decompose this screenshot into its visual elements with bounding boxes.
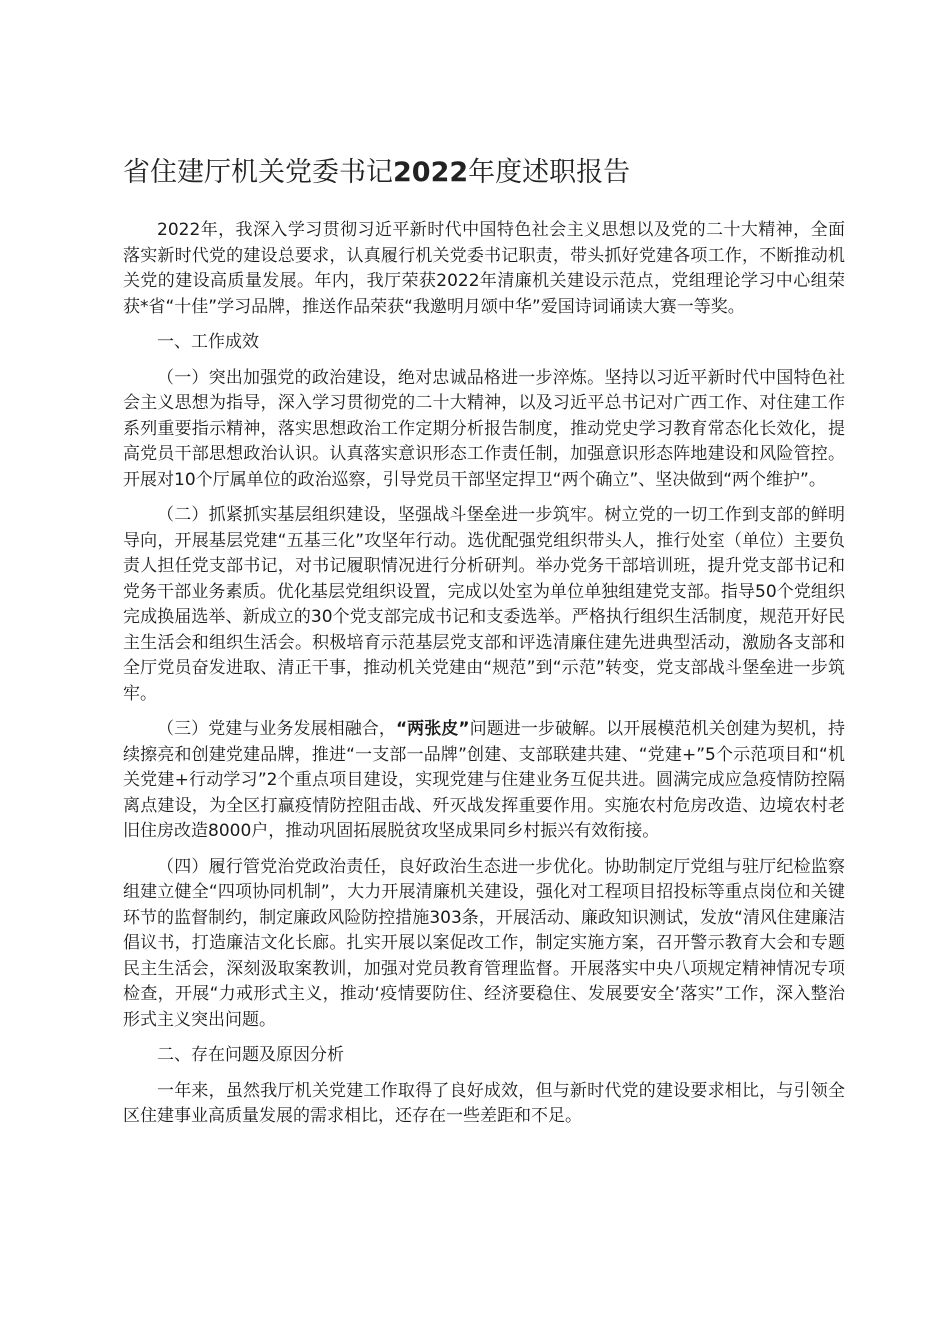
section-heading-problems: 二、存在问题及原因分析 <box>157 1045 344 1065</box>
achievement-item-3 <box>123 717 845 845</box>
document-title <box>123 150 845 196</box>
title-prefix: 省住建厅机关党委书记 <box>123 157 393 188</box>
section-heading-achievements: 一、工作成效 <box>157 332 259 352</box>
achievement-item-1: （一）突出加强党的政治建设，绝对忠诚品格进一步淬炼。坚持以习近平新时代中国特色社会主义思想为指导，深入学习贯彻党的二十大精神，以及习近平总书记对广西工作、对住建工作系列重要指示精神，落实思想政治工作定期分析报告制度，推动党史学习教育常态化长效化，提高党员干部思想政治认识。认真落实意识形态工作责任制，加强意识形态阵地建设和风险管控。开展对10个厅属单位的政治巡察，引导党员干部坚定捍卫“两个确立”、坚决做到“两个维护”。 <box>123 367 845 490</box>
item3-body: 问题进一步破解。以开展模范机关创建为契机，持续擦亮和创建党建品牌，推进“一支部一品牌”创建、支部联建共建、“党建+”5个示范项目和“机关党建+行动学习”2个重点项目建设，实现党建与住建业务互促共进。圆满完成应急疫情防控隔离点建设，为全区打赢疫情防控阻击战、歼灭战发挥重要作用。实施农村危房改造、边境农村老旧住房改造8000户，推动巩固拓展脱贫攻坚成果同乡村振兴有效衔接。 <box>123 719 846 841</box>
item3-emphasis: “两张皮” <box>395 719 470 739</box>
title-suffix: 年度述职报告 <box>468 157 631 188</box>
achievement-item-4: （四）履行管党治党政治责任，良好政治生态进一步优化。协助制定厅党组与驻厅纪检监察组建立健全“四项协同机制”，大力开展清廉机关建设，强化对工程项目招投标等重点岗位和关键环节的监督制约，制定廉政风险防控措施303条，开展活动、廉政知识测试，发放“清风住建廉洁倡议书，打造廉洁文化长廊。扎实开展以案促改工作，制定实施方案，召开警示教育大会和专题民主生活会，深刻汲取案教训，加强对党员教育管理监督。开展落实中央八项规定精神情况专项检查，开展“力戒形式主义，推动‘疫情要防住、经济要稳住、发展要安全’落实”工作，深入整治形式主义突出问题。 <box>123 856 845 1030</box>
intro-paragraph: 2022年，我深入学习贯彻习近平新时代中国特色社会主义思想以及党的二十大精神，全面落实新时代党的建设总要求，认真履行机关党委书记职责，带头抓好党建各项工作，不断推动机关党的建设高质量发展。年内，我厅荣获2022年清廉机关建设示范点，党组理论学习中心组荣获*省“十佳”学习品牌，推送作品荣获“我邀明月颂中华”爱国诗词诵读大赛一等奖。 <box>123 220 845 317</box>
achievement-item-2: （二）抓紧抓实基层组织建设，坚强战斗堡垒进一步筑牢。树立党的一切工作到支部的鲜明导向，开展基层党建“五基三化”攻坚年行动。选优配强党组织带头人，推行处室（单位）主要负责人担任党支部书记，对书记履职情况进行分析研判。举办党务干部培训班，提升党支部书记和党务干部业务素质。优化基层党组织设置，完成以处室为单位单独组建党支部。指导50个党组织完成换届选举、新成立的30个党支部完成书记和支委选举。严格执行组织生活制度，规范开好民主生活会和组织生活会。积极培育示范基层党支部和评选清廉住建先进典型活动，激励各支部和全厅党员奋发进取、清正干事，推动机关党建由“规范”到“示范”转变，党支部战斗堡垒进一步筑牢。 <box>123 505 845 704</box>
problems-paragraph: 一年来，虽然我厅机关党建工作取得了良好成效，但与新时代党的建设要求相比，与引领全区住建事业高质量发展的需求相比，还存在一些差距和不足。 <box>123 1080 845 1126</box>
title-year: 2022 <box>393 157 469 188</box>
item3-lead: （三）党建与业务发展相融合， <box>157 719 396 739</box>
document-page <box>123 150 845 1140</box>
